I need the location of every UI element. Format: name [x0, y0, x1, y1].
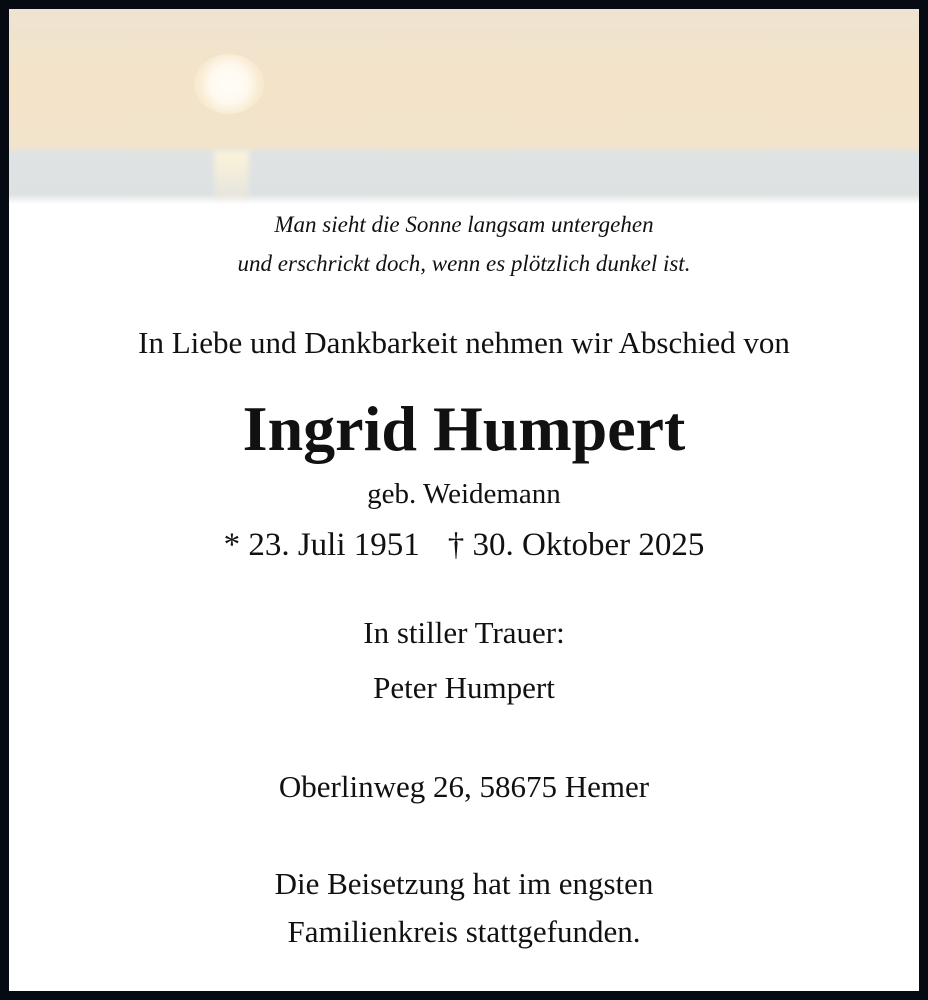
quote-line-2: und erschrickt doch, wenn es plötzlich dunkel ist.: [237, 251, 691, 276]
birth-date: * 23. Juli 1951: [223, 527, 420, 563]
maiden-name: geb. Weidemann: [367, 478, 561, 510]
deceased-name: Ingrid Humpert: [242, 393, 686, 464]
burial-note-line-1: Die Beisetzung hat im engsten: [274, 866, 654, 901]
mourning-label: In stiller Trauer:: [363, 615, 565, 650]
intro-text: In Liebe und Dankbarkeit nehmen wir Abschied von: [138, 325, 790, 360]
sunset-sea-photo: [9, 9, 919, 204]
quote-line-1: Man sieht die Sonne langsam untergehen: [274, 212, 654, 237]
obituary-card: [9, 9, 919, 991]
sun-reflection-graphic: [214, 151, 249, 201]
address: Oberlinweg 26, 58675 Hemer: [278, 769, 650, 804]
burial-note-line-2: Familienkreis stattgefunden.: [287, 914, 641, 949]
death-date: † 30. Oktober 2025: [447, 527, 705, 563]
life-dates: [9, 527, 919, 564]
mourner-name: Peter Humpert: [373, 670, 555, 705]
sun-graphic: [194, 54, 264, 114]
